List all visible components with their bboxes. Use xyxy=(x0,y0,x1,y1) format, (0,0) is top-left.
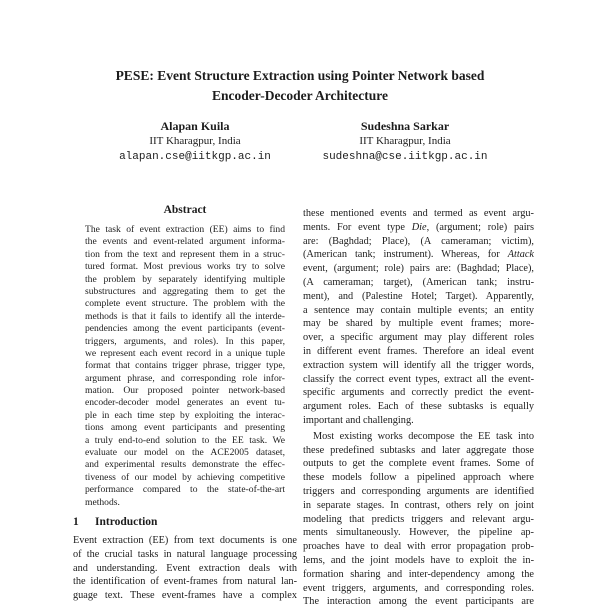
author-block-2 xyxy=(280,119,530,165)
text-line: a sentence may contain multiple events; an entity xyxy=(303,304,534,316)
text-line: modeling that predicts triggers and relevant argu- xyxy=(303,513,534,525)
text-line: specific arguments and correctly predict the event- xyxy=(303,387,534,399)
text-line: evaluate our model on the ACE2005 dataset, xyxy=(85,447,285,459)
text-line: substructures and aggregating them to get the xyxy=(85,285,285,297)
text-line: encoder-decoder model generates an event tu- xyxy=(85,397,285,409)
text-line: event, (argument; role) pairs are: (Baghdad; Place), xyxy=(303,263,534,275)
text-line: extraction system will identify all the trigger words, xyxy=(303,359,534,371)
left-column xyxy=(73,204,297,603)
text-line: Most existing works decompose the EE task into xyxy=(313,430,534,442)
text-line: and understanding. Event extraction deals with xyxy=(73,562,297,574)
text-line: these predefined subtasks and later aggregate those xyxy=(303,444,534,456)
text-line: the events and event-related argument informa- xyxy=(85,236,285,248)
text-line: ments. For event type Die, (argument; role) pairs xyxy=(303,221,534,233)
text-line: methods. xyxy=(85,496,120,508)
text-line: the problem by separately identifying multiple xyxy=(85,273,285,285)
paper-title xyxy=(0,66,600,105)
author-email: alapan.cse@iitkgp.ac.in xyxy=(119,151,271,163)
text-line: (American tank; instrument). Whereas, for Attack xyxy=(303,249,534,261)
author-name: Sudeshna Sarkar xyxy=(360,119,450,133)
text-line: methods is that it fails to identify all the interde- xyxy=(85,310,285,322)
text-line: The task of event extraction (EE) aims to find xyxy=(85,224,285,235)
text-line: these models follow a pipelined approach where xyxy=(303,472,534,484)
text-line: proaches have to deal with error propagation prob- xyxy=(303,541,534,553)
text-line: triggers, arguments, and roles). In this paper, xyxy=(85,335,285,347)
introduction-text xyxy=(73,534,297,603)
abstract-heading: Abstract xyxy=(163,204,207,216)
text-line: ple in each time step by exploiting the interac- xyxy=(85,409,285,421)
text-line: the identification of event-frames from natural lan- xyxy=(73,576,297,588)
paper-title-line2: Encoder-Decoder Architecture xyxy=(211,87,389,103)
text-line: are: (Baghdad; Place), (A cameraman; victim), xyxy=(303,235,534,247)
text-line: over, a specific argument may play different roles xyxy=(303,332,534,344)
text-line: (A cameraman; target), (American tank; instru- xyxy=(303,276,534,288)
text-line: pendencies among the event participants (event- xyxy=(85,323,285,335)
section-title: Introduction xyxy=(95,515,158,528)
section-number: 1 xyxy=(73,515,79,528)
section-heading-introduction xyxy=(73,515,297,529)
italic-term: Attack xyxy=(507,249,534,261)
text-line: Event extraction (EE) from text documents is one xyxy=(73,534,297,546)
text-line: triggers and corresponding arguments are identified xyxy=(303,485,534,497)
text-line: mation. Our proposed pointer network-based xyxy=(85,385,285,397)
italic-term: Die xyxy=(411,221,427,233)
text-line: tured format. Most previous works try to solve xyxy=(85,261,285,273)
text-line: argument roles. Each of these subtasks is equally xyxy=(303,401,534,413)
text-line: these mentioned events and termed as event argu- xyxy=(303,208,534,219)
text-line: The interaction among the event participants are xyxy=(303,596,534,608)
text-line: complete event structure. The problem with the xyxy=(85,298,285,310)
text-line: important and challenging. xyxy=(303,414,414,426)
paper-title-line1: PESE: Event Structure Extraction using Pointer Network based xyxy=(115,68,485,83)
text-line: we represent each event record in a unique tuple xyxy=(85,347,285,359)
text-line: argument phrase, and corresponding role infor- xyxy=(85,372,285,384)
text-line: and experimental results demonstrate the effec- xyxy=(85,459,285,471)
text-line: formation sharing and inter-dependency among the xyxy=(303,568,534,580)
right-column xyxy=(303,207,534,609)
text-line: event triggers, arguments, and corresponding roles. xyxy=(303,582,534,594)
text-line: outputs to get the complete event frames. Some of xyxy=(303,458,534,470)
text-line: may be shared by multiple event frames; more- xyxy=(303,318,534,330)
author-name: Alapan Kuila xyxy=(160,119,230,133)
author-affiliation: IIT Kharagpur, India xyxy=(149,135,241,147)
text-line: ment), and (Palestine Hotel; Target). Apparently, xyxy=(303,290,534,302)
text-line: format that contains trigger phrase, trigger type, xyxy=(85,360,285,372)
text-line: tions among event participants and presenting xyxy=(85,422,285,434)
text-line: classify the correct event types, extract all the event- xyxy=(303,373,534,385)
text-line: tiveness of our model by achieving competitive xyxy=(85,471,285,483)
text-line: tion from the text and represent them in a struc- xyxy=(85,248,285,260)
text-line: ments simultaneously. However, the pipeline ap- xyxy=(303,527,534,539)
text-line: in different event frames. Therefore an ideal event xyxy=(303,345,534,357)
text-line: performance compared to the state-of-the-art xyxy=(85,484,285,496)
text-line: guage text. These event-frames have a complex xyxy=(73,590,297,602)
text-line: a truly end-to-end solution to the EE task. We xyxy=(85,434,285,446)
author-email: sudeshna@cse.iitkgp.ac.in xyxy=(322,151,488,163)
text-line: lems, and the joint models have to exploit the in- xyxy=(303,554,534,566)
abstract-text xyxy=(85,224,285,509)
author-affiliation: IIT Kharagpur, India xyxy=(359,135,451,147)
text-line: of the crucial tasks in natural language processing xyxy=(73,548,297,560)
text-line: in separate stages. In contrast, others rely on joint xyxy=(303,499,534,511)
